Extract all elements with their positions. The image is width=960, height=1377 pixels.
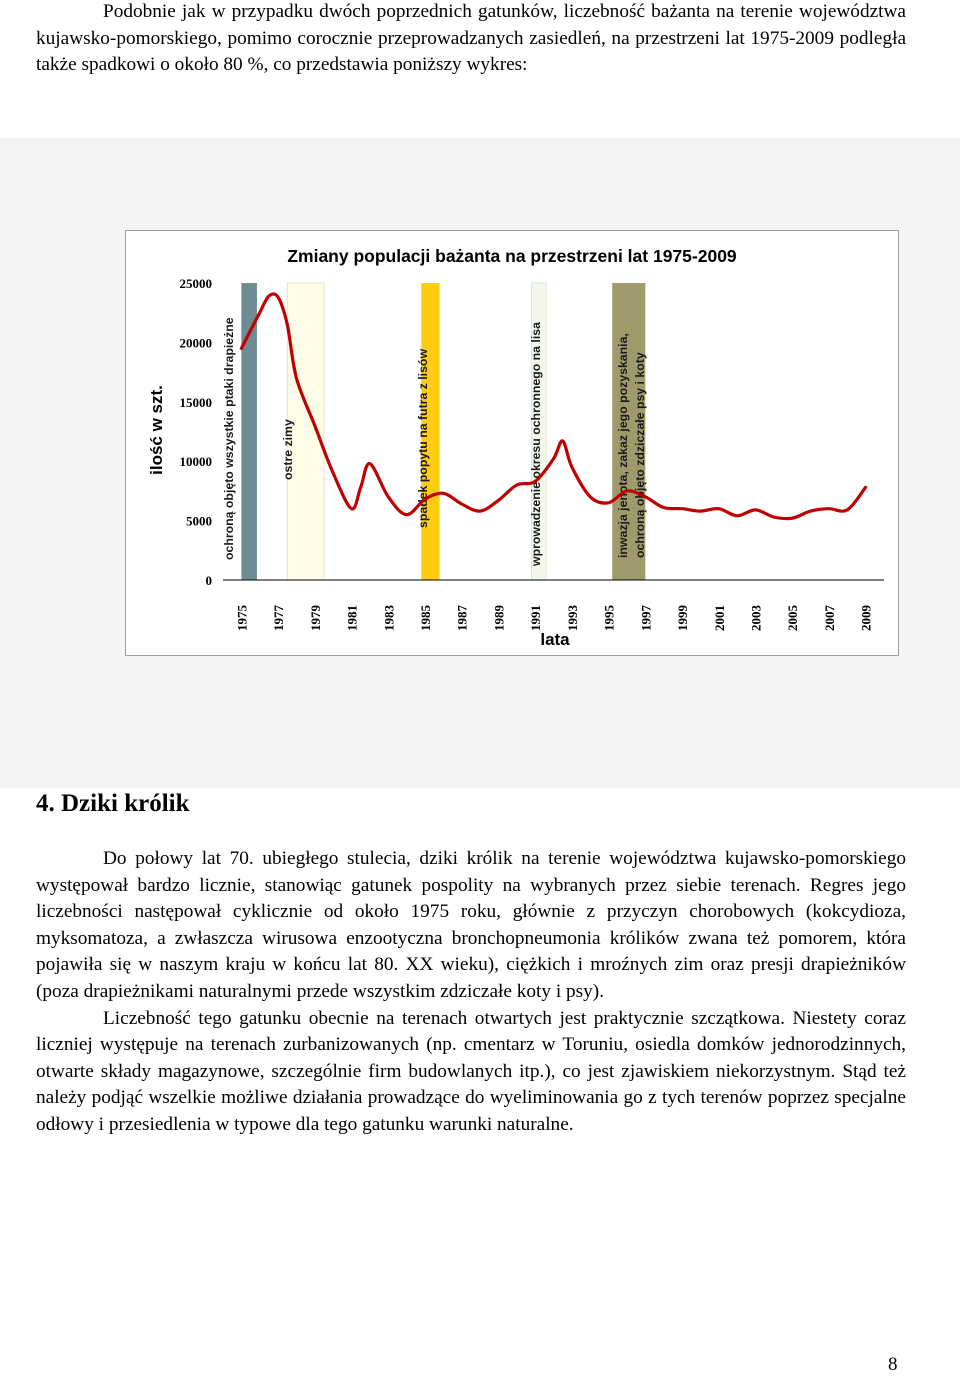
intro-paragraph: [36, 0, 906, 79]
period-label-2: ostre zimy: [281, 419, 295, 480]
y-tick-label-5000: 5000: [186, 513, 212, 529]
y-tick-label-0: 0: [205, 573, 212, 588]
x-tick-label-1993: 1993: [564, 605, 580, 631]
x-tick-label-1985: 1985: [417, 605, 433, 631]
intro-paragraph-text: Podobnie jak w przypadku dwóch poprzednich gatunków, liczebność bażanta na terenie województwa kujawsko-pomorskiego, pomimo corocznie przeprowadzanych zasiedleń, na przestrzeni lat 1975-2009 podległa także spadkowi o około 80 %, co przedstawia poniższy wykres:: [36, 1, 906, 76]
x-tick-label-2005: 2005: [785, 605, 801, 631]
x-tick-label-2003: 2003: [748, 605, 764, 631]
x-tick-label-1979: 1979: [307, 605, 323, 631]
x-axis-label: lata: [540, 630, 570, 649]
paragraph-rabbit-history-text: Do połowy lat 70. ubiegłego stulecia, dziki królik na terenie województwa kujawsko-pomorskiego występował bardzo licznie, stanowiąc gatunek pospolity na wybranych przez siebie terenach. Regres jego liczebności następował cyklicznie od około 1975 roku, głównie z przyczyn chorobowych (kokcydioza, myksomatoza, a zwłaszcza wirusowa enzootyczna bronchopneumonia królików zwana też pomorem, która pojawiła się w naszym kraju w końcu lat 80. XX wieku), ciężkich i mroźnych zim oraz presji drapieżników (poza drapieżnikami naturalnymi przede wszystkim zdziczałe koty i psy).: [36, 848, 906, 1002]
x-tick-label-1975: 1975: [234, 605, 250, 631]
y-tick-label-25000: 25000: [179, 276, 212, 291]
x-tick-label-1997: 1997: [638, 605, 654, 631]
y-tick-label-15000: 15000: [179, 394, 212, 410]
period-band-1: [241, 283, 257, 580]
paragraph-rabbit-history: [36, 846, 906, 1006]
page-number: 8: [888, 1354, 898, 1375]
y-tick-label-10000: 10000: [179, 454, 212, 470]
section-heading: 4. Dziki królik: [36, 790, 190, 817]
paragraph-rabbit-current: [36, 1006, 906, 1139]
period-label-3: spadek popytu na futra z lisów: [416, 348, 430, 528]
x-tick-label-2001: 2001: [711, 605, 727, 631]
paragraph-rabbit-current-text: Liczebność tego gatunku obecnie na terenach otwartych jest praktycznie szczątkowa. Niestety coraz liczniej występuje na terenach zurbanizowanych (np. cmentarz w Toruniu, osiedla domków jednorodzinnych, otwarte składy magazynowe, szczególnie firm budowlanych itp.), co jest zjawiskiem niekorzystnym. Stąd też należy podjąć wszelkie możliwe działania prowadzące do wyeliminowania go z tych terenów poprzez specjalne odłowy i przesiedlenia w typowe dla tego gatunku warunki naturalne.: [36, 1007, 906, 1135]
pheasant-population-chart: [124, 228, 900, 658]
chart-title: Zmiany populacji bażanta na przestrzeni lat 1975-2009: [287, 246, 737, 266]
x-tick-label-1989: 1989: [491, 605, 507, 631]
x-tick-label-1999: 1999: [675, 605, 691, 631]
y-axis-label: ilość w szt.: [147, 385, 166, 475]
x-tick-label-2007: 2007: [821, 605, 837, 631]
x-tick-label-1983: 1983: [381, 605, 397, 631]
period-label-4: wprowadzenie okresu ochronnego na lisa: [529, 322, 543, 566]
x-tick-label-1987: 1987: [454, 605, 470, 631]
x-tick-label-1981: 1981: [344, 605, 360, 631]
period-label-1: ochroną objęto wszystkie ptaki drapieżne: [222, 317, 236, 560]
x-tick-label-2009: 2009: [858, 605, 874, 631]
period-label-5: inwazja jenota, zakaz jego pozyskania, ochroną objęto zdziczałe psy i koty: [616, 333, 647, 558]
y-tick-label-20000: 20000: [179, 335, 212, 351]
x-tick-label-1991: 1991: [528, 605, 544, 631]
x-tick-label-1977: 1977: [271, 605, 287, 631]
body-text: [36, 846, 906, 1139]
x-tick-label-1995: 1995: [601, 605, 617, 631]
